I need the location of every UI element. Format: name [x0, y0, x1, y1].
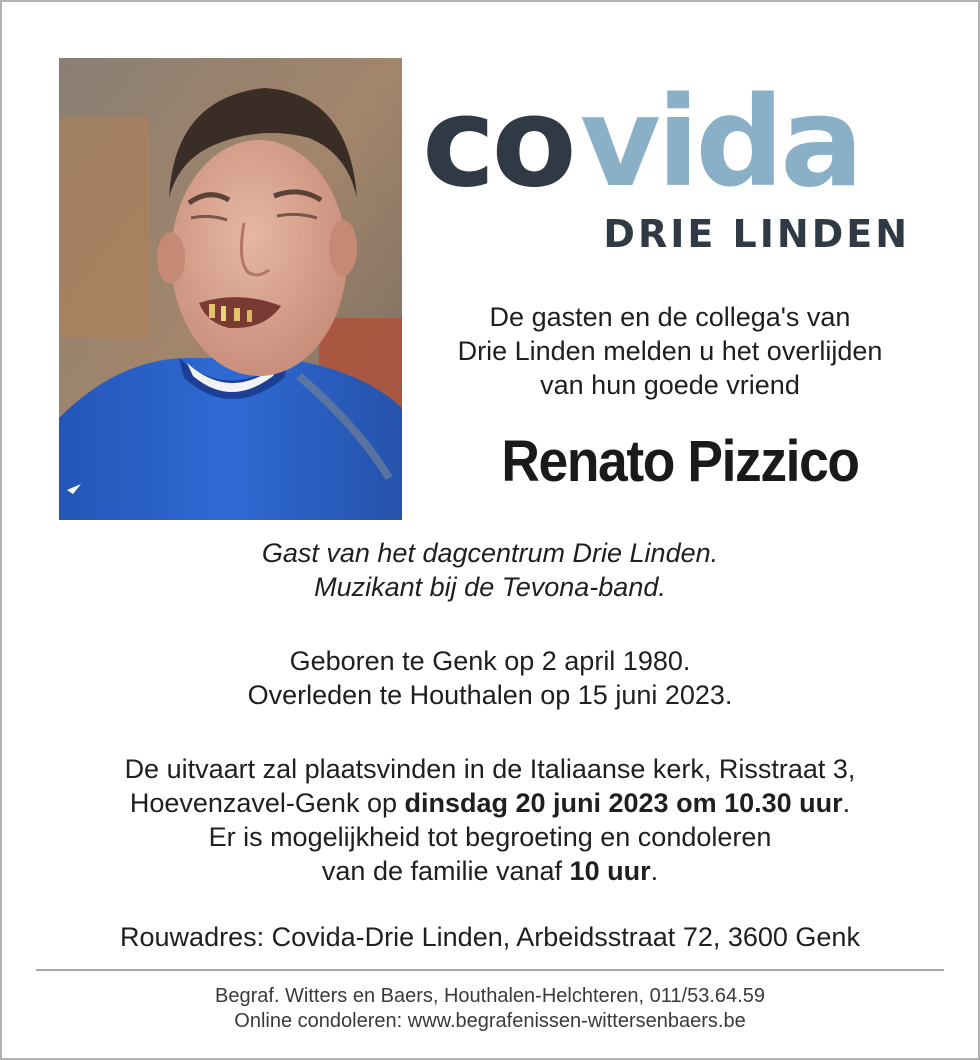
funeral-text: Hoevenzavel-Genk op [129, 788, 405, 818]
tagline-line: Muzikant bij de Tevona-band. [314, 572, 666, 602]
address-line: Rouwadres: Covida-Drie Linden, Arbeidsstraat 72, 3600 Genk [120, 922, 860, 952]
birth-line: Geboren te Genk op 2 april 1980. [289, 646, 691, 676]
intro-line: De gasten en de collega's van [489, 302, 851, 332]
portrait-photo [59, 58, 402, 520]
visitation-time: 10 uur [569, 856, 651, 886]
tagline [30, 536, 950, 604]
funeral-date: dinsdag 20 juni 2023 om 10.30 uur [404, 788, 843, 818]
condolence-link: Online condoleren: www.begrafenissen-wittersenbaers.be [234, 1010, 746, 1032]
logo-subtitle: DRIE LINDEN [603, 212, 910, 256]
covida-logo [420, 52, 920, 202]
life-dates [30, 644, 950, 712]
funeral-text: . [650, 856, 659, 886]
deceased-name: Renato Pizzico [501, 429, 859, 494]
intro-text [420, 300, 920, 402]
divider [36, 969, 944, 971]
mourning-address [30, 920, 950, 954]
intro-line: Drie Linden melden u het overlijden [457, 336, 883, 366]
tagline-line: Gast van het dagcentrum Drie Linden. [261, 538, 719, 568]
funeral-line: Er is mogelijkheid tot begroeting en condoleren [208, 822, 772, 852]
death-line: Overleden te Houthalen op 15 juni 2023. [247, 680, 733, 710]
intro-line: van hun goede vriend [540, 370, 800, 400]
logo-text-co: co [422, 71, 573, 202]
funeral-text: . [842, 788, 851, 818]
funeral-text: van de familie vanaf [321, 856, 570, 886]
funeral-line [30, 786, 950, 820]
funeral-line [30, 854, 950, 888]
logo-text-vida: vida [580, 71, 860, 202]
funeral-info [30, 752, 950, 888]
funeral-line: De uitvaart zal plaatsvinden in de Italiaanse kerk, Risstraat 3, [124, 754, 856, 784]
footer [30, 984, 950, 1034]
undertaker-line: Begraf. Witters en Baers, Houthalen-Helchteren, 011/53.64.59 [215, 985, 765, 1007]
